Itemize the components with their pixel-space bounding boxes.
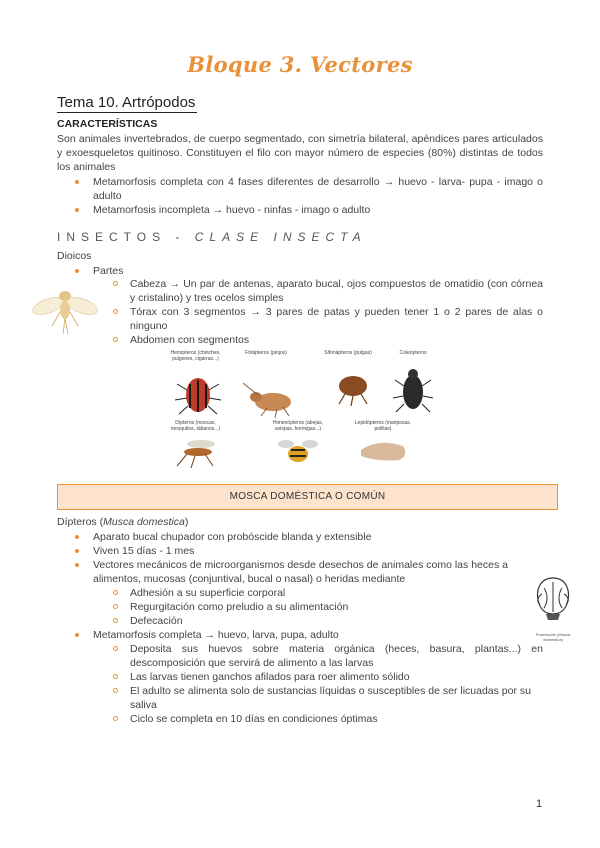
figure-caption: Probóscide (Musca domestica)	[535, 632, 571, 642]
list-item: Metamorfosis completa → huevo, larva, pupa, adulto	[93, 628, 513, 642]
page-title: Bloque 3. Vectores	[187, 52, 413, 77]
mosca-banner: MOSCA DOMÉSTICA O COMÚN	[57, 484, 558, 510]
proboscis-illustration	[532, 574, 574, 630]
coleoptera-image	[393, 369, 433, 412]
figure-label: Lepidópteros (mariposas, polillas)	[354, 420, 412, 432]
sub-list-item: Abdomen con segmentos	[130, 333, 543, 347]
sub-list-item: Tórax con 3 segmentos → 3 pares de patas y pueden tener 1 o 2 pares de alas o ninguno	[130, 305, 543, 333]
sub-list-item: Adhesión a su superficie corporal	[130, 586, 510, 600]
siphonaptera-image	[339, 376, 367, 406]
lepidoptera-image	[361, 443, 405, 461]
description-paragraph: Son animales invertebrados, de cuerpo segmentado, con simetría bilateral, apéndices pares articulados y exoesqueletos quitinoso. Constituyen el filo con mayor número de especies (80%) distintas de todos los animales	[57, 133, 543, 173]
figure-label: Ftirápteros (piojos)	[245, 350, 287, 356]
list-item: Vectores mecánicos de microorganismos desde desechos de animales como las heces a alimentos, mucosas (conjuntival, bucal o nasal) o heridas mediante	[93, 558, 547, 586]
insectos-heading: INSECTOS - CLASE INSECTA	[57, 230, 367, 244]
figure-label: Coleópteros	[399, 350, 427, 356]
list-item: Metamorfosis incompleta → huevo - ninfas - imago o adulto	[93, 203, 543, 217]
diptera-image	[177, 440, 215, 468]
sub-list-item: El adulto se alimenta solo de sustancias líquidas o susceptibles de ser licuadas por su saliva	[130, 684, 543, 712]
insect-images	[163, 350, 443, 475]
sub-list-item: Deposita sus huevos sobre materia orgánica (heces, basura, plantas...) en descomposición que servirá de alimento a las larvas	[130, 642, 543, 670]
figure-label: Sifonápteros (pulgas)	[324, 350, 372, 356]
figure-label: Himenópteros (abejas, avispas, hormigas...)	[272, 420, 324, 432]
sub-list-item: Cabeza → Un par de antenas, aparato bucal, ojos compuestos de omatidio (con córnea y cristalino) y tres ocelos simples	[130, 277, 543, 305]
page-number: 1	[536, 798, 543, 810]
sub-list-item: Las larvas tienen ganchos afilados para roer alimento sólido	[130, 670, 543, 684]
list-item: Metamorfosis completa con 4 fases diferentes de desarrollo → huevo - larva- pupa - imago o adulto	[93, 175, 543, 203]
list-item: Viven 15 días - 1 mes	[93, 544, 513, 558]
fly-illustration	[30, 282, 100, 340]
hymenoptera-image	[278, 440, 318, 462]
figure-label: Hemípteros (chinches, pulgones, cigarras...)	[170, 350, 221, 362]
hemiptera-image	[175, 378, 221, 414]
phthiraptera-image	[243, 383, 291, 418]
dioicos-text: Dioicos	[57, 250, 92, 262]
sub-list-item: Defecación	[130, 614, 510, 628]
insect-orders-figure	[163, 350, 443, 475]
section-heading: Tema 10. Artrópodos	[57, 94, 196, 111]
sub-list-item: Regurgitación como preludio a su alimentación	[130, 600, 510, 614]
subheading: CARACTERÍSTICAS	[57, 118, 158, 130]
sub-list-item: Ciclo se completa en 10 días en condiciones óptimas	[130, 712, 543, 726]
list-item: Partes	[93, 264, 123, 278]
list-item: Aparato bucal chupador con probóscide blanda y extensible	[93, 530, 513, 544]
dipteros-line: Dípteros (Musca domestica)	[57, 516, 189, 528]
figure-label: Dípteros (moscas, mosquitos, tábanos...)	[170, 420, 221, 432]
